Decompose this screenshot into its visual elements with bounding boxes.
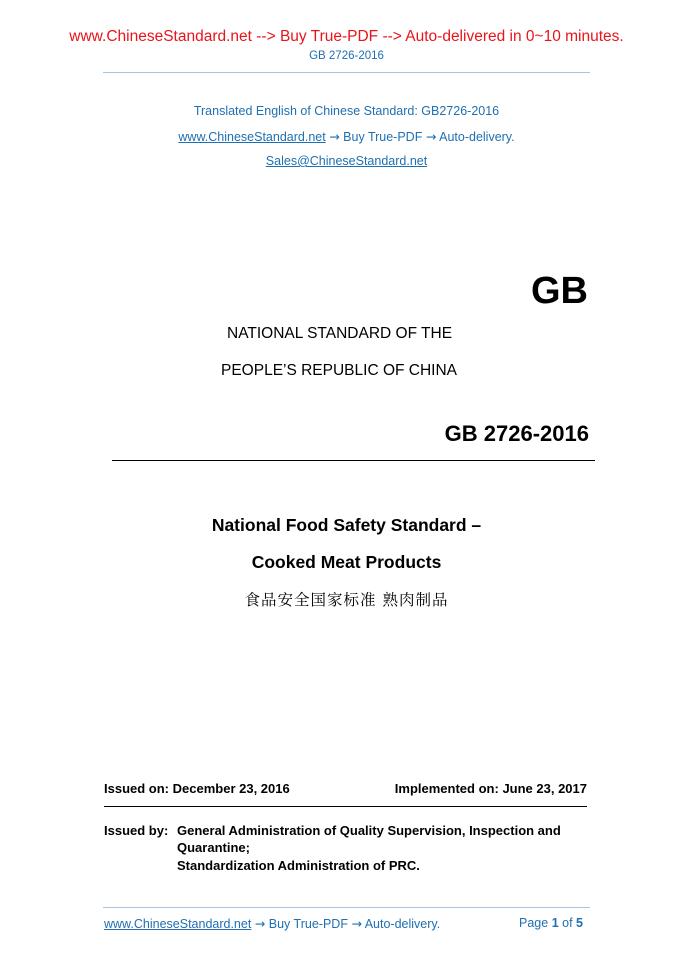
site-link[interactable]: www.ChineseStandard.net — [178, 130, 326, 144]
purchase-line — [0, 129, 693, 144]
gb-mark: GB — [531, 270, 588, 312]
implemented-on — [395, 781, 587, 796]
page-of: of — [562, 916, 573, 930]
arrow-right-icon: → — [351, 916, 362, 931]
issued-on-value: December 23, 2016 — [172, 781, 290, 796]
issuer-line2: Quarantine; — [177, 840, 250, 855]
auto-delivery-text: Auto-delivery. — [439, 130, 515, 144]
issued-on — [104, 781, 290, 796]
implemented-on-label: Implemented on: — [394, 781, 499, 796]
issuer-line1: General Administration of Quality Supervision, Inspection and — [177, 823, 561, 838]
translation-note: Translated English of Chinese Standard: GB2726-2016 — [193, 104, 500, 118]
issuer-line3: Standardization Administration of PRC. — [177, 858, 420, 873]
arrow-right-icon: → — [329, 129, 340, 144]
dates-divider — [104, 806, 587, 807]
page-label: Page — [519, 916, 549, 930]
page-current: 1 — [551, 916, 559, 930]
sales-email-link[interactable]: Sales@ChineseStandard.net — [265, 154, 428, 168]
arrow-right-icon: → — [254, 916, 266, 931]
footer-divider — [103, 907, 590, 908]
title-chinese: 食品安全国家标准 熟肉制品 — [244, 591, 449, 609]
national-standard-line1: NATIONAL STANDARD OF THE — [227, 325, 453, 342]
arrow-right-icon: → — [425, 129, 437, 144]
national-standard-line2: PEOPLE’S REPUBLIC OF CHINA — [221, 362, 458, 379]
implemented-on-value: June 23, 2017 — [502, 781, 587, 796]
page-indicator — [519, 916, 583, 930]
issued-on-label: Issued on: — [104, 781, 170, 796]
title-line2: Cooked Meat Products — [251, 552, 442, 572]
footer-buy-text: Buy True-PDF — [268, 917, 348, 931]
page-total: 5 — [576, 916, 583, 930]
header-divider — [103, 72, 590, 73]
issued-by-label: Issued by: — [104, 823, 169, 838]
email-line — [0, 154, 693, 168]
buy-true-pdf-text: Buy True-PDF — [343, 130, 423, 144]
header-doc-number: GB 2726-2016 — [309, 50, 384, 62]
footer-purchase-line — [104, 916, 440, 931]
footer-site-link[interactable]: www.ChineseStandard.net — [104, 917, 252, 931]
title-divider — [112, 460, 595, 461]
footer-auto-delivery-text: Auto-delivery. — [364, 917, 441, 931]
promo-banner[interactable]: www.ChineseStandard.net --> Buy True-PDF --> Auto-delivered in 0~10 minutes. — [69, 28, 624, 45]
title-line1: National Food Safety Standard – — [211, 515, 482, 535]
standard-number: GB 2726-2016 — [444, 421, 589, 446]
